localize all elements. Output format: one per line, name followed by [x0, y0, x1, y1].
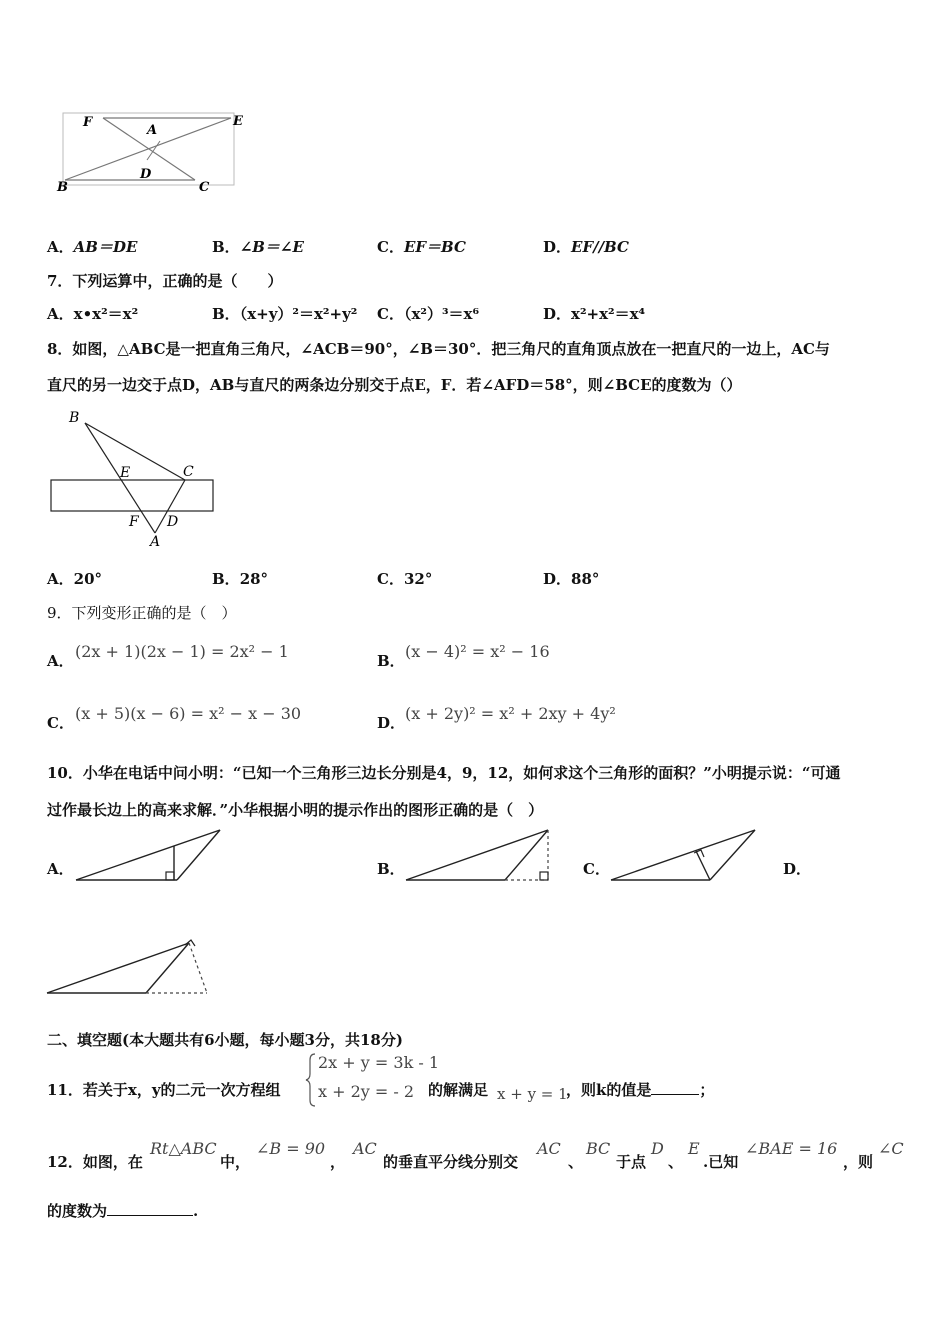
q9-option-a-formula: (2x + 1)(2x − 1) = 2x² − 1	[75, 642, 289, 661]
q12-line-2: 的度数为 .	[47, 1202, 199, 1220]
q6-option-a: A．AB＝DE	[47, 238, 138, 256]
q7-stem: 7．下列运算中，正确的是（ ）	[47, 272, 283, 290]
q10-option-d-figure	[44, 936, 214, 998]
fig8-side-bc	[85, 423, 185, 480]
q11-suffix: ，则k的值是 ；	[566, 1081, 715, 1099]
q11-brace	[305, 1052, 317, 1108]
section-2-title: 二、填空题(本大题共有6小题，每小题3分，共18分)	[47, 1031, 403, 1049]
fig8-label-b: B	[69, 410, 80, 426]
q7-option-d: D．x²+x²＝x⁴	[543, 305, 646, 323]
q12-text-6: 于点	[616, 1153, 647, 1171]
q12-answer-blank[interactable]	[107, 1201, 193, 1216]
q10-option-c-figure	[607, 826, 762, 884]
q12-text-8: .已知	[703, 1153, 739, 1171]
q12-text-3: ，	[330, 1153, 346, 1171]
q11-equation-1: 2x + y = 3k - 1	[318, 1053, 440, 1072]
q12-text-5: 、	[568, 1153, 584, 1171]
q12-math-angle-b: ∠B = 90	[256, 1139, 326, 1158]
q9-option-a-letter: A．	[47, 652, 74, 670]
fig8-label-c: C	[183, 464, 194, 480]
q9-option-b-letter: B．	[377, 652, 405, 670]
q12-math-angle-bae: ∠BAE = 16	[745, 1139, 838, 1158]
q12-text-7: 、	[668, 1153, 684, 1171]
q9-option-c-letter: C．	[47, 714, 74, 732]
q8-option-c: C．32°	[377, 570, 433, 588]
fig8-ruler	[51, 480, 213, 511]
q9-option-b-formula: (x − 4)² = x² − 16	[405, 642, 550, 661]
q10-stem-line2: 过作最长边上的高来求解．”小华根据小明的提示作出的图形正确的是（ ）	[47, 801, 544, 819]
fig6-line-ad	[147, 141, 160, 160]
fig6-label-f: F	[83, 115, 93, 130]
q12-text-2: 中，	[220, 1153, 251, 1171]
q8-figure	[45, 403, 225, 553]
q8-stem-line2: 直尺的另一边交于点D，AB与直尺的两条边分别交于点E，F．若∠AFD＝58°，则∠BCE的度数为（）	[47, 376, 742, 394]
q7-option-b: B．（x+y）²＝x²+y²	[212, 305, 358, 323]
q10-stem-line1: 10．小华在电话中问小明：“已知一个三角形三边长分别是4，9，12，如何求这个三角形的面积？”小明提示说：“可通	[47, 764, 841, 782]
q10-option-a-figure	[72, 826, 227, 884]
q10-option-c-letter: C．	[583, 860, 610, 878]
q6-option-d: D．EF//BC	[543, 238, 629, 256]
q7-option-a: A．x•x²＝x²	[47, 305, 139, 323]
q6-option-c: C．EF＝BC	[377, 238, 466, 256]
q8-option-a: A．20°	[47, 570, 103, 588]
q10-option-a-letter: A．	[47, 860, 74, 878]
q12-text-4: 的垂直平分线分别交	[383, 1153, 519, 1171]
fig8-label-d: D	[167, 514, 179, 530]
q6-option-b: B．∠B＝∠E	[212, 238, 304, 256]
fig8-label-f: F	[129, 514, 139, 530]
fig8-label-e: E	[120, 465, 131, 481]
q8-option-d: D．88°	[543, 570, 600, 588]
q12-math-bc: BC	[586, 1139, 611, 1158]
q12-math-d: D	[651, 1139, 664, 1158]
q11-prefix: 11．若关于x，y的二元一次方程组	[47, 1081, 281, 1099]
q10-option-b-figure	[402, 826, 557, 884]
q12-math-rt-abc: Rt△ABC	[150, 1139, 217, 1158]
q9-stem: 9．下列变形正确的是（ ）	[47, 604, 237, 622]
fig6-label-a: A	[147, 123, 158, 138]
q8-stem-line1: 8．如图，△ABC是一把直角三角尺，∠ACB＝90°，∠B＝30°．把三角尺的直角顶点放在一把直尺的一边上，AC与	[47, 340, 830, 358]
q10-option-b-letter: B．	[377, 860, 405, 878]
q11-middle: 的解满足	[428, 1081, 489, 1099]
q11-answer-blank[interactable]	[651, 1080, 699, 1095]
q9-option-d-letter: D．	[377, 714, 406, 732]
q12-text-9: ，则	[843, 1153, 874, 1171]
q11-equation-2: x + 2y = - 2	[318, 1082, 415, 1101]
q9-option-c-formula: (x + 5)(x − 6) = x² − x − 30	[75, 704, 302, 723]
q7-option-c: C．（x²）³＝x⁶	[377, 305, 480, 323]
q12-math-ac-2: AC	[537, 1139, 561, 1158]
fig8-label-a: A	[150, 534, 161, 550]
fig6-label-d: D	[140, 167, 152, 182]
q12-text-1: 12．如图，在	[47, 1153, 143, 1171]
q8-option-b: B．28°	[212, 570, 269, 588]
q12-math-ac-1: AC	[353, 1139, 377, 1158]
fig6-label-c: C	[199, 180, 210, 195]
fig6-label-b: B	[57, 180, 68, 195]
q12-math-e: E	[688, 1139, 700, 1158]
q10-option-d-letter: D．	[783, 860, 812, 878]
q12-math-angle-c: ∠C	[878, 1139, 904, 1158]
q9-option-d-formula: (x + 2y)² = x² + 2xy + 4y²	[405, 704, 616, 723]
q11-condition: x + y = 1	[497, 1085, 568, 1103]
q6-figure	[55, 105, 255, 195]
fig6-label-e: E	[233, 114, 243, 129]
